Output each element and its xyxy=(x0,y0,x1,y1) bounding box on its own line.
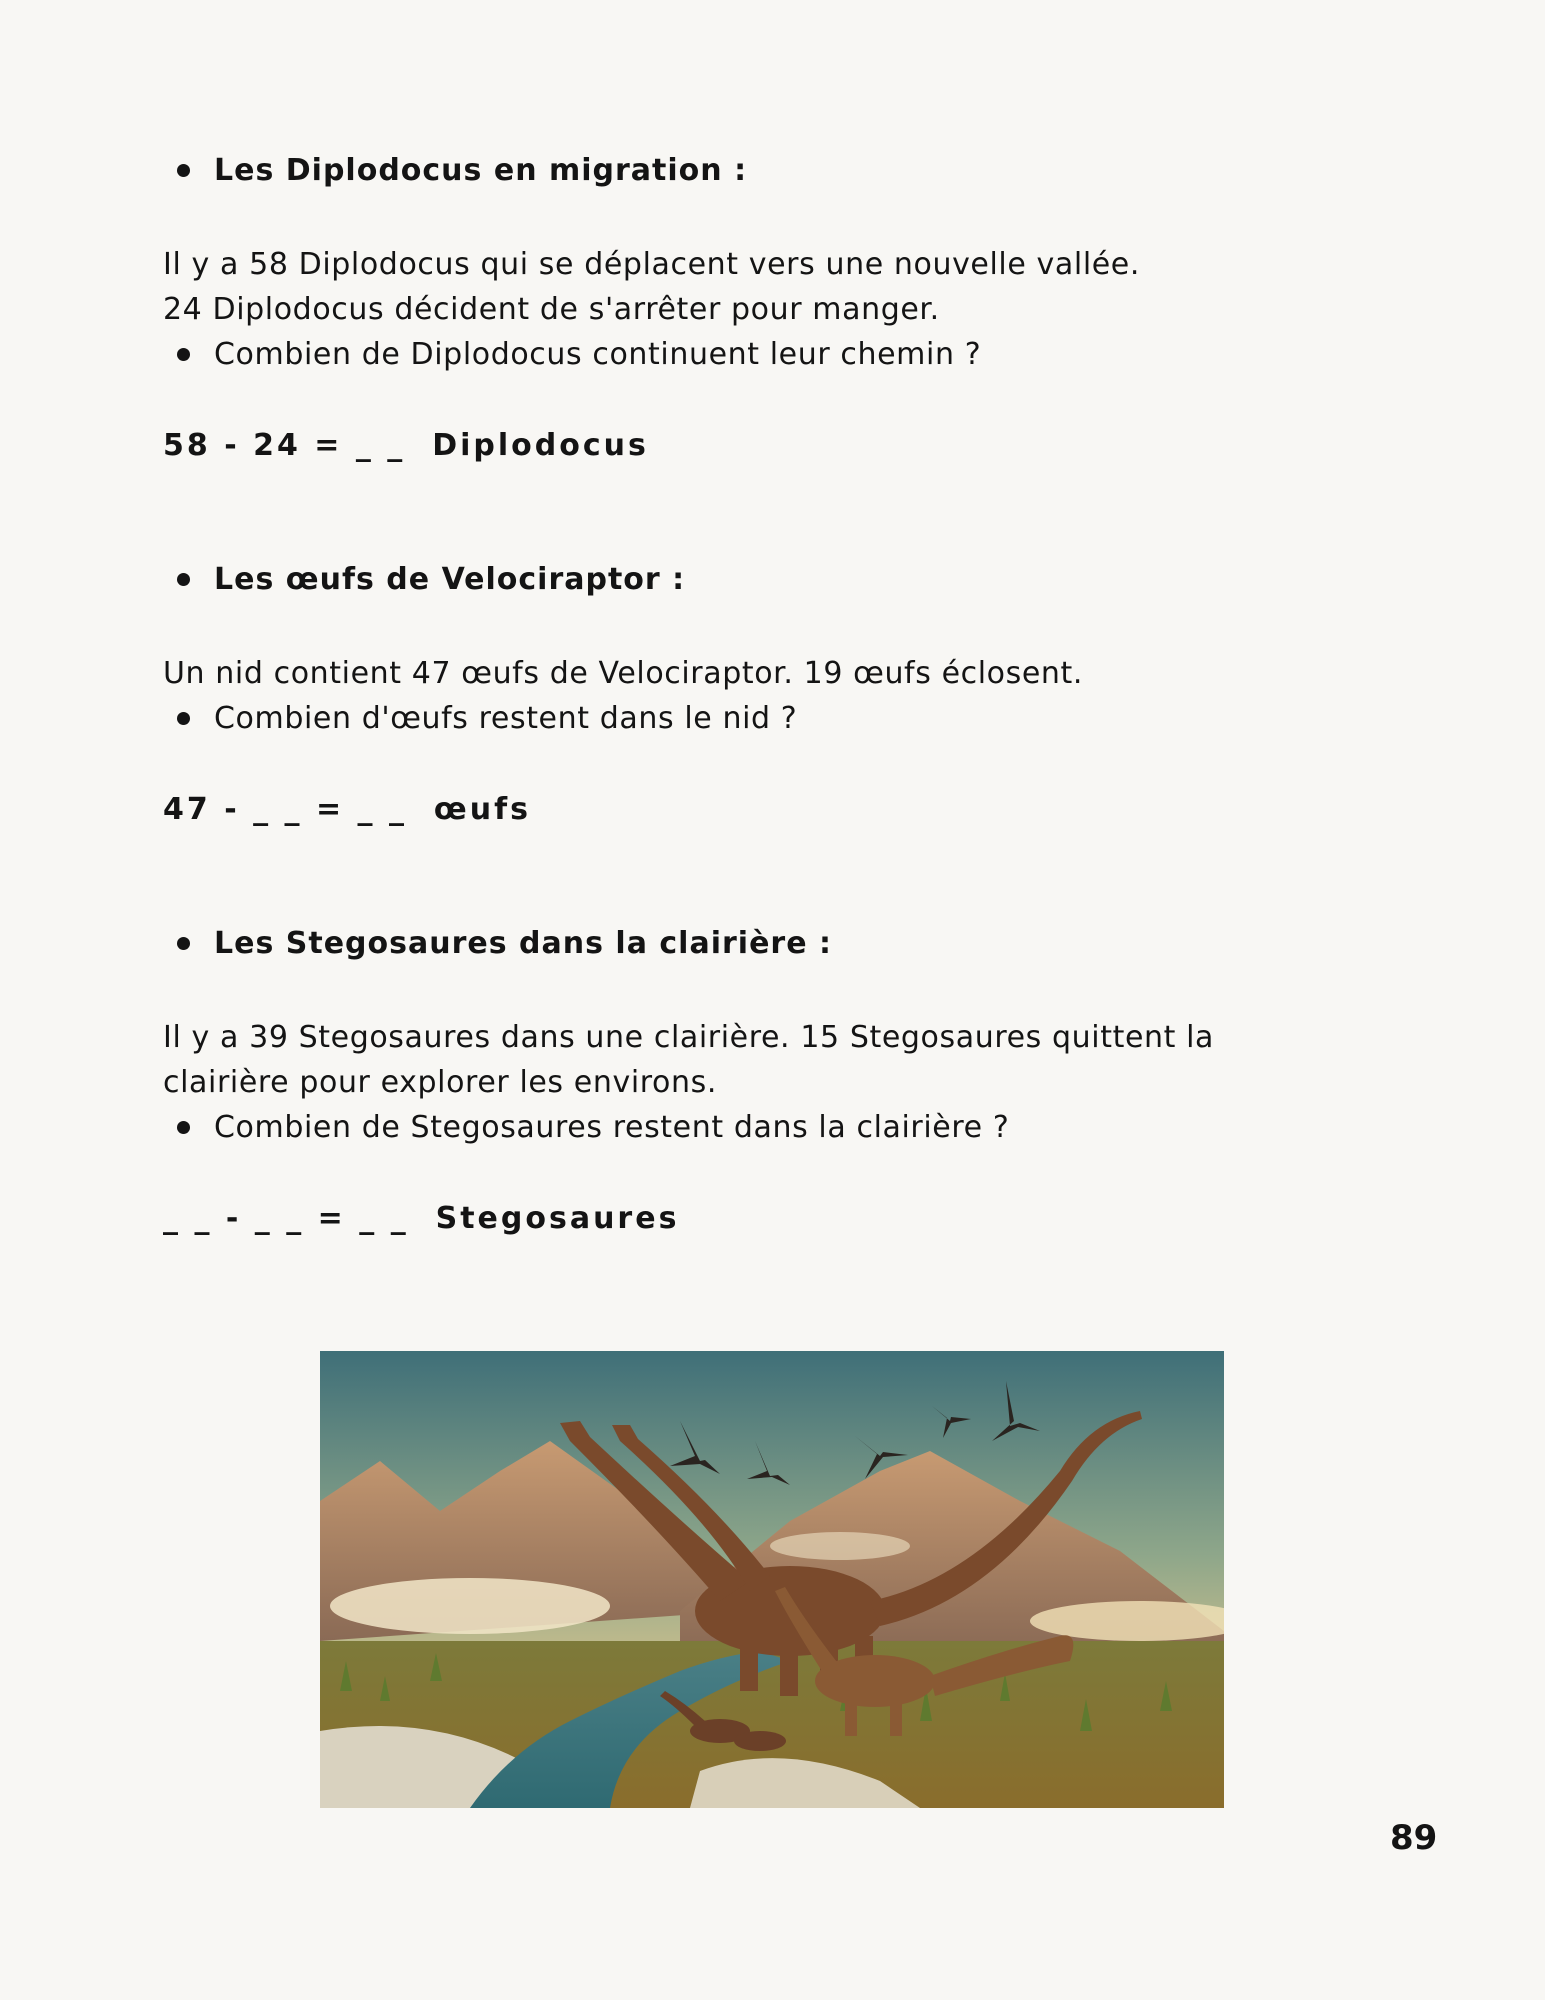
section-heading-stegosaurus xyxy=(163,926,832,961)
problem-text-velociraptor xyxy=(163,651,1083,696)
bullet-icon xyxy=(177,348,190,361)
problem-text-diplodocus xyxy=(163,242,1140,332)
question-stegosaurus xyxy=(163,1110,1009,1145)
bullet-icon xyxy=(177,937,190,950)
heading-text: Les œufs de Velociraptor : xyxy=(214,562,686,597)
dinosaur-illustration xyxy=(320,1351,1224,1808)
equation-velociraptor: 47 - _ _ = _ _ œufs xyxy=(163,792,531,827)
section-heading-diplodocus xyxy=(163,153,747,188)
heading-text: Les Stegosaures dans la clairière : xyxy=(214,926,832,961)
bullet-icon xyxy=(177,1121,190,1134)
equation-stegosaurus: _ _ - _ _ = _ _ Stegosaures xyxy=(163,1201,680,1236)
question-text: Combien de Stegosaures restent dans la clairière ? xyxy=(214,1110,1010,1145)
problem-text-stegosaurus xyxy=(163,1015,1214,1105)
question-diplodocus xyxy=(163,337,981,372)
text-line: Il y a 39 Stegosaures dans une clairière. 15 Stegosaures quittent la xyxy=(163,1020,1215,1055)
equation-diplodocus: 58 - 24 = _ _ Diplodocus xyxy=(163,428,649,463)
question-text: Combien d'œufs restent dans le nid ? xyxy=(214,701,798,736)
section-heading-velociraptor xyxy=(163,562,685,597)
bullet-icon xyxy=(177,164,190,177)
question-text: Combien de Diplodocus continuent leur chemin ? xyxy=(214,337,982,372)
page-number: 89 xyxy=(1390,1818,1438,1858)
text-line: clairière pour explorer les environs. xyxy=(163,1065,717,1100)
text-line: 24 Diplodocus décident de s'arrêter pour manger. xyxy=(163,292,940,327)
bullet-icon xyxy=(177,712,190,725)
text-line: Un nid contient 47 œufs de Velociraptor. 19 œufs éclosent. xyxy=(163,656,1084,691)
question-velociraptor xyxy=(163,701,797,736)
text-line: Il y a 58 Diplodocus qui se déplacent vers une nouvelle vallée. xyxy=(163,247,1140,282)
bullet-icon xyxy=(177,573,190,586)
heading-text: Les Diplodocus en migration : xyxy=(214,153,748,188)
